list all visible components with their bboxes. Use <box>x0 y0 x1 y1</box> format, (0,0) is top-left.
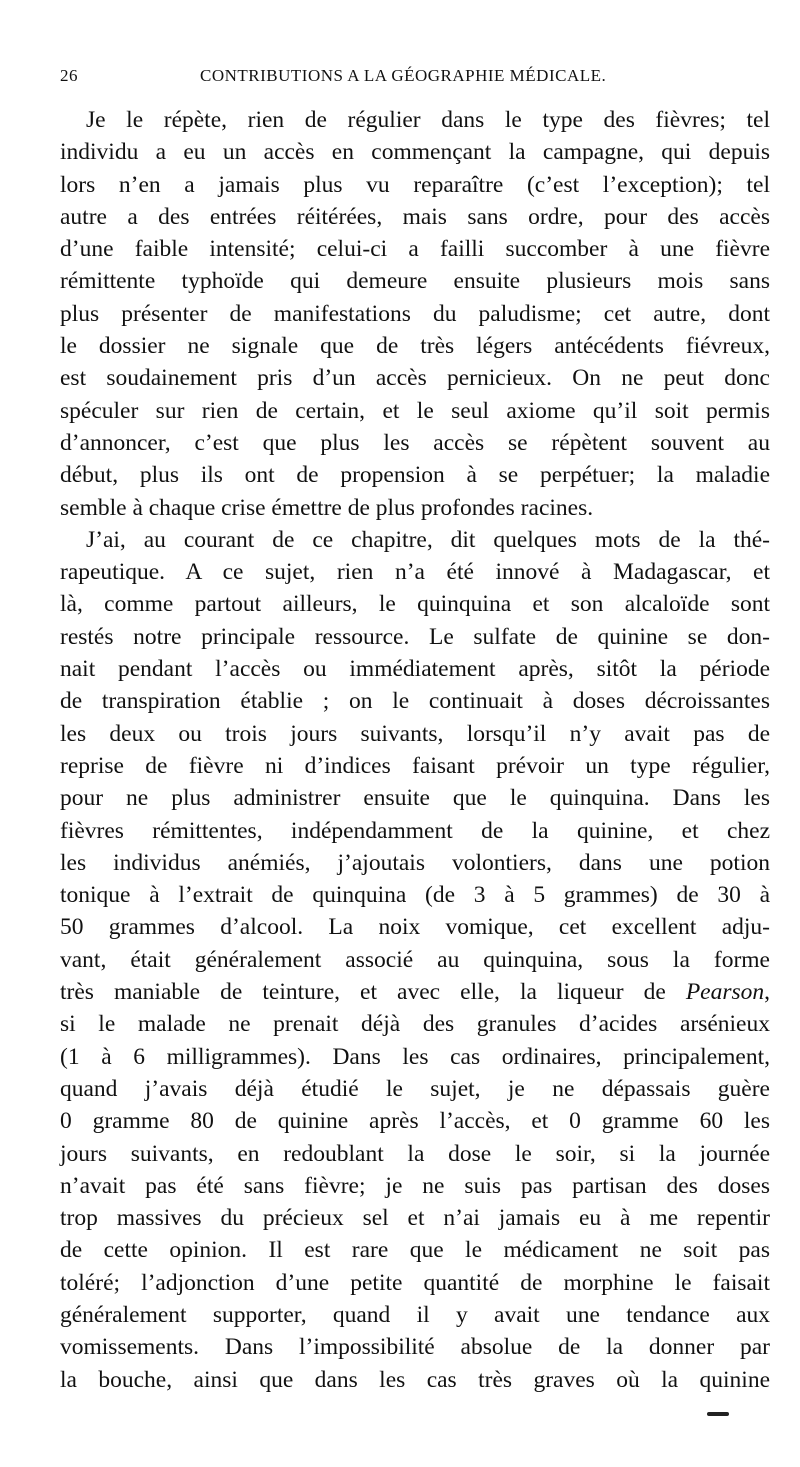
text-line-with-name <box>60 976 770 1008</box>
text-line: quand j’avais déjà étudié le sujet, je ne dépassais guère <box>60 1075 770 1102</box>
text-line: la bouche, ainsi que dans les cas très graves où la quinine <box>60 1366 770 1393</box>
text-line: 50 grammes d’alcool. La noix vomique, cet excellent adju- <box>60 914 770 941</box>
text-line-start: très maniable de teinture, et avec elle, la liqueur de <box>60 979 666 1006</box>
running-head <box>60 66 770 104</box>
text-line: nait pendant l’accès ou immédiatement après, sitôt la période <box>60 656 770 683</box>
text-line: jours suivants, en redoublant la dose le soir, si la journée <box>60 1140 770 1167</box>
text-line: d’annoncer, c’est que plus les accès se répètent souvent au <box>60 429 770 456</box>
text-line: trop massives du précieux sel et n’ai jamais eu à me repentir <box>60 1205 770 1232</box>
text-line: (1 à 6 milligrammes). Dans les cas ordinaires, principalement, <box>60 1043 770 1070</box>
text-line: les deux ou trois jours suivants, lorsqu’il n’y avait pas de <box>60 720 770 747</box>
text-line: n’avait pas été sans fièvre; je ne suis pas partisan des doses <box>60 1172 770 1199</box>
printer-mark <box>707 1412 729 1416</box>
text-line: rapeutique. A ce sujet, rien n’a été innové à Madagascar, et <box>60 559 770 586</box>
italic-name: Pearson <box>685 979 765 1006</box>
text-line: les individus anémiés, j’ajoutais volontiers, dans une potion <box>60 849 770 876</box>
text-line: J’ai, au courant de ce chapitre, dit quelques mots de la thé- <box>86 526 770 553</box>
italic-tail: , <box>764 979 771 1006</box>
text-line: reprise de fièvre ni d’indices faisant prévoir un type régulier, <box>60 752 770 779</box>
text-line: restés notre principale ressource. Le sulfate de quinine se don- <box>60 623 770 650</box>
text-line: pour ne plus administrer ensuite que le quinquina. Dans les <box>60 785 770 812</box>
text-line: tonique à l’extrait de quinquina (de 3 à 5 grammes) de 30 à <box>60 882 770 909</box>
text-line: de transpiration établie ; on le continuait à doses décroissantes <box>60 688 770 715</box>
text-line: toléré; l’adjonction d’une petite quantité de morphine le faisait <box>60 1269 770 1296</box>
text-line: autre a des entrées réitérées, mais sans ordre, pour des accès <box>60 203 770 230</box>
document-page <box>60 66 770 1396</box>
text-line: semble à chaque crise émettre de plus profondes racines. <box>60 494 594 521</box>
text-line: est soudainement pris d’un accès pernicieux. On ne peut donc <box>60 365 770 392</box>
text-line: le dossier ne signale que de très légers antécédents fiévreux, <box>60 333 770 360</box>
text-line: Je le répète, rien de régulier dans le type des fièvres; tel <box>86 107 770 133</box>
text-line: là, comme partout ailleurs, le quinquina et son alcaloïde sont <box>60 591 770 618</box>
header-title: CONTRIBUTIONS A LA GÉOGRAPHIE MÉDICALE. <box>200 66 607 85</box>
text-line: fièvres rémittentes, indépendamment de la quinine, et chez <box>60 817 770 844</box>
text-line: 0 gramme 80 de quinine après l’accès, et 0 gramme 60 les <box>60 1108 770 1135</box>
text-line: plus présenter de manifestations du paludisme; cet autre, dont <box>60 300 770 327</box>
text-line: rémittente typhoïde qui demeure ensuite plusieurs mois sans <box>60 268 770 295</box>
text-line: spéculer sur rien de certain, et le seul axiome qu’il soit permis <box>60 397 770 424</box>
text-line: si le malade ne prenait déjà des granules d’acides arsénieux <box>60 1011 770 1038</box>
body-text <box>60 104 770 1396</box>
text-line: de cette opinion. Il est rare que le médicament ne soit pas <box>60 1237 770 1264</box>
text-line: individu a eu un accès en commençant la campagne, qui depuis <box>60 139 770 166</box>
text-line: vomissements. Dans l’impossibilité absolue de la donner par <box>60 1334 770 1361</box>
text-line: début, plus ils ont de propension à se perpétuer; la maladie <box>60 462 770 489</box>
text-line: généralement supporter, quand il y avait une tendance aux <box>60 1301 770 1328</box>
page-number: 26 <box>60 66 78 85</box>
text-line: vant, était généralement associé au quinquina, sous la forme <box>60 946 770 973</box>
text-line: d’une faible intensité; celui-ci a failli succomber à une fièvre <box>60 236 770 263</box>
text-line: lors n’en a jamais plus vu reparaître (c’est l’exception); tel <box>60 171 770 198</box>
